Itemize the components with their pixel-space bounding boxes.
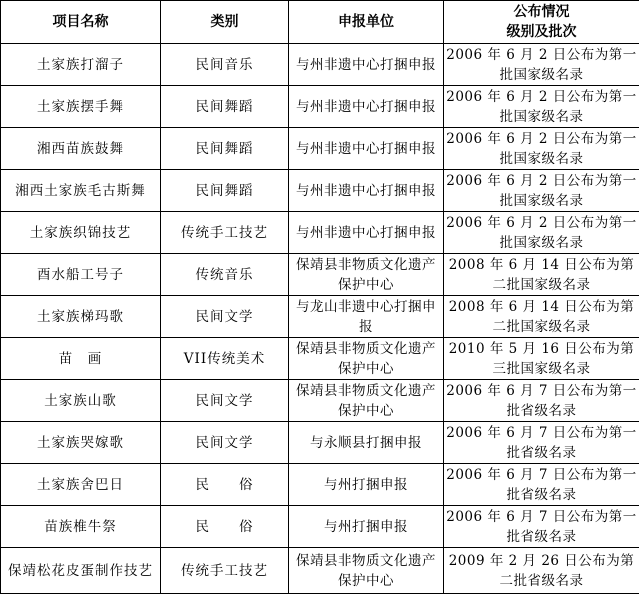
cell-unit: 与州打捆申报 (289, 464, 444, 506)
table-row (1, 44, 639, 86)
table-row (1, 212, 639, 254)
cell-publication: 2006 年 6 月 2 日公布为第一批国家级名录 (444, 212, 639, 254)
cell-name: 土家族山歌 (1, 380, 161, 422)
cell-name: 苗 画 (1, 338, 161, 380)
cell-publication: 2010 年 5 月 16 日公布为第三批国家级名录 (444, 338, 639, 380)
cell-unit: 与龙山非遗中心打捆申报 (289, 296, 444, 338)
table-row (1, 338, 639, 380)
cell-name: 苗族椎牛祭 (1, 506, 161, 548)
table-row (1, 380, 639, 422)
cell-name: 土家族舍巴日 (1, 464, 161, 506)
table-row (1, 254, 639, 296)
cell-publication: 2008 年 6 月 14 日公布为第二批国家级名录 (444, 254, 639, 296)
cell-category: 民间舞蹈 (161, 86, 289, 128)
cell-category: 传统音乐 (161, 254, 289, 296)
table-row (1, 170, 639, 212)
cell-unit: 与州打捆申报 (289, 506, 444, 548)
cell-category: 民 俗 (161, 506, 289, 548)
cell-name: 土家族织锦技艺 (1, 212, 161, 254)
cell-unit: 保靖县非物质文化遗产保护中心 (289, 380, 444, 422)
cell-name: 土家族梯玛歌 (1, 296, 161, 338)
cell-name: 湘西苗族鼓舞 (1, 128, 161, 170)
cell-publication: 2009 年 2 月 26 日公布为第二批省级名录 (444, 548, 639, 594)
cell-category: 民 俗 (161, 464, 289, 506)
header-publication (444, 1, 639, 44)
cell-name: 土家族打溜子 (1, 44, 161, 86)
header-unit: 申报单位 (289, 1, 444, 44)
table-row (1, 128, 639, 170)
cell-publication: 2006 年 6 月 7 日公布为第一批省级名录 (444, 380, 639, 422)
cell-publication: 2008 年 6 月 14 日公布为第二批国家级名录 (444, 296, 639, 338)
cell-category: 民间舞蹈 (161, 170, 289, 212)
cell-publication: 2006 年 6 月 2 日公布为第一批国家级名录 (444, 128, 639, 170)
cell-publication: 2006 年 6 月 2 日公布为第一批国家级名录 (444, 86, 639, 128)
header-pub-line2: 级别及批次 (506, 24, 577, 40)
table-row (1, 296, 639, 338)
cell-publication: 2006 年 6 月 7 日公布为第一批省级名录 (444, 422, 639, 464)
cell-category: 民间舞蹈 (161, 128, 289, 170)
header-pub-line1: 公布情况 (513, 4, 570, 20)
table-row (1, 548, 639, 594)
cell-category: 民间文学 (161, 422, 289, 464)
cell-name: 保靖松花皮蛋制作技艺 (1, 548, 161, 594)
table-row (1, 464, 639, 506)
table-row (1, 86, 639, 128)
header-row (1, 1, 639, 44)
cell-unit: 与州非遗中心打捆申报 (289, 86, 444, 128)
cell-name: 土家族哭嫁歌 (1, 422, 161, 464)
cell-unit: 保靖县非物质文化遗产保护中心 (289, 254, 444, 296)
table-row (1, 506, 639, 548)
cell-unit: 保靖县非物质文化遗产保护中心 (289, 338, 444, 380)
cell-name: 湘西土家族毛古斯舞 (1, 170, 161, 212)
cell-publication: 2006 年 6 月 2 日公布为第一批国家级名录 (444, 44, 639, 86)
cell-unit: 与州非遗中心打捆申报 (289, 128, 444, 170)
cell-unit: 与永顺县打捆申报 (289, 422, 444, 464)
table-row (1, 422, 639, 464)
cell-category: 民间文学 (161, 380, 289, 422)
cell-unit: 与州非遗中心打捆申报 (289, 44, 444, 86)
cell-category: 传统手工技艺 (161, 548, 289, 594)
cell-category: VII传统美术 (161, 338, 289, 380)
cell-unit: 与州非遗中心打捆申报 (289, 170, 444, 212)
cell-name: 酉水船工号子 (1, 254, 161, 296)
cell-category: 民间文学 (161, 296, 289, 338)
cell-unit: 与州非遗中心打捆申报 (289, 212, 444, 254)
cell-publication: 2006 年 6 月 7 日公布为第一批省级名录 (444, 464, 639, 506)
header-name: 项目名称 (1, 1, 161, 44)
cell-name: 土家族摆手舞 (1, 86, 161, 128)
header-category: 类别 (161, 1, 289, 44)
cell-publication: 2006 年 6 月 7 日公布为第一批省级名录 (444, 506, 639, 548)
cell-unit: 保靖县非物质文化遗产保护中心 (289, 548, 444, 594)
cell-category: 传统手工技艺 (161, 212, 289, 254)
cell-publication: 2006 年 6 月 2 日公布为第一批国家级名录 (444, 170, 639, 212)
cell-category: 民间音乐 (161, 44, 289, 86)
